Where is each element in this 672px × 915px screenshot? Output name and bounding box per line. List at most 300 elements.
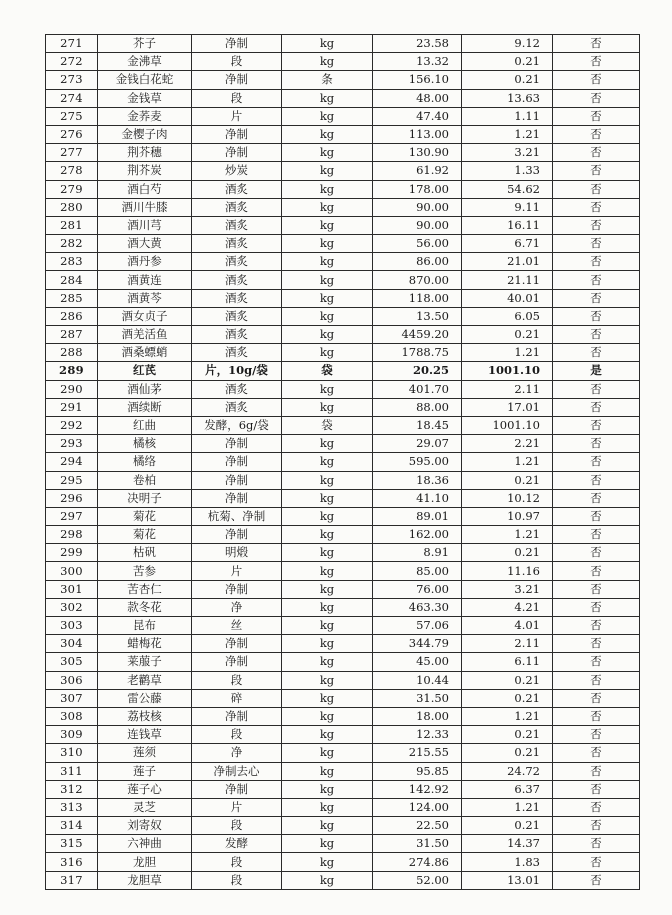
cell-price: 86.00 [373, 253, 462, 271]
cell-price: 31.50 [373, 689, 462, 707]
cell-amount: 2.11 [462, 380, 553, 398]
cell-unit: kg [282, 89, 373, 107]
cell-herb-name: 金荞麦 [98, 107, 192, 125]
cell-price: 45.00 [373, 653, 462, 671]
cell-amount: 3.21 [462, 144, 553, 162]
cell-processing-method: 净制 [192, 580, 282, 598]
cell-processing-method: 净制 [192, 635, 282, 653]
cell-amount: 0.21 [462, 689, 553, 707]
cell-amount: 24.72 [462, 762, 553, 780]
table-row [46, 544, 640, 562]
cell-herb-name: 金钱白花蛇 [98, 71, 192, 89]
cell-flag: 否 [553, 580, 640, 598]
cell-flag: 否 [553, 507, 640, 525]
cell-processing-method: 净 [192, 598, 282, 616]
cell-price: 13.32 [373, 53, 462, 71]
cell-herb-name: 酒续断 [98, 398, 192, 416]
cell-processing-method: 酒炙 [192, 289, 282, 307]
cell-herb-name: 昆布 [98, 617, 192, 635]
cell-flag: 否 [553, 216, 640, 234]
cell-row-number: 279 [46, 180, 98, 198]
cell-row-number: 312 [46, 780, 98, 798]
cell-amount: 6.11 [462, 653, 553, 671]
cell-flag: 否 [553, 144, 640, 162]
cell-processing-method: 净制 [192, 780, 282, 798]
table-row [46, 162, 640, 180]
cell-unit: kg [282, 726, 373, 744]
cell-herb-name: 酒女贞子 [98, 307, 192, 325]
cell-unit: kg [282, 271, 373, 289]
cell-processing-method: 杭菊、净制 [192, 507, 282, 525]
cell-processing-method: 段 [192, 671, 282, 689]
table-row [46, 798, 640, 816]
cell-row-number: 291 [46, 398, 98, 416]
cell-price: 162.00 [373, 526, 462, 544]
cell-amount: 1.21 [462, 798, 553, 816]
table-row [46, 507, 640, 525]
cell-herb-name: 酒黄芩 [98, 289, 192, 307]
cell-flag: 否 [553, 526, 640, 544]
cell-price: 178.00 [373, 180, 462, 198]
cell-processing-method: 净制 [192, 144, 282, 162]
cell-price: 52.00 [373, 871, 462, 889]
cell-flag: 否 [553, 307, 640, 325]
cell-row-number: 271 [46, 35, 98, 53]
cell-price: 31.50 [373, 835, 462, 853]
cell-processing-method: 净制 [192, 653, 282, 671]
cell-herb-name: 雷公藤 [98, 689, 192, 707]
table-row [46, 89, 640, 107]
cell-flag: 否 [553, 380, 640, 398]
cell-processing-method: 酒炙 [192, 398, 282, 416]
cell-row-number: 296 [46, 489, 98, 507]
cell-amount: 2.11 [462, 635, 553, 653]
cell-unit: 条 [282, 71, 373, 89]
cell-herb-name: 卷柏 [98, 471, 192, 489]
cell-price: 18.00 [373, 707, 462, 725]
cell-flag: 否 [553, 453, 640, 471]
cell-row-number: 316 [46, 853, 98, 871]
cell-price: 870.00 [373, 271, 462, 289]
cell-amount: 1.11 [462, 107, 553, 125]
cell-amount: 1.21 [462, 526, 553, 544]
cell-herb-name: 莲子心 [98, 780, 192, 798]
cell-price: 18.45 [373, 416, 462, 434]
cell-unit: kg [282, 253, 373, 271]
cell-processing-method: 明煅 [192, 544, 282, 562]
cell-flag: 是 [553, 362, 640, 380]
table-row [46, 362, 640, 380]
cell-amount: 0.21 [462, 671, 553, 689]
cell-row-number: 307 [46, 689, 98, 707]
cell-flag: 否 [553, 416, 640, 434]
table-row [46, 344, 640, 362]
cell-row-number: 273 [46, 71, 98, 89]
cell-price: 41.10 [373, 489, 462, 507]
cell-price: 344.79 [373, 635, 462, 653]
cell-amount: 3.21 [462, 580, 553, 598]
cell-price: 90.00 [373, 216, 462, 234]
cell-row-number: 303 [46, 617, 98, 635]
cell-flag: 否 [553, 253, 640, 271]
cell-unit: kg [282, 817, 373, 835]
table-row [46, 489, 640, 507]
cell-amount: 21.01 [462, 253, 553, 271]
cell-price: 47.40 [373, 107, 462, 125]
table-row [46, 744, 640, 762]
cell-processing-method: 净制 [192, 526, 282, 544]
cell-price: 61.92 [373, 162, 462, 180]
cell-unit: kg [282, 707, 373, 725]
cell-herb-name: 橘核 [98, 435, 192, 453]
cell-processing-method: 片，10g/袋 [192, 362, 282, 380]
cell-unit: kg [282, 289, 373, 307]
cell-processing-method: 酒炙 [192, 198, 282, 216]
cell-processing-method: 净制 [192, 707, 282, 725]
cell-price: 4459.20 [373, 326, 462, 344]
table-row [46, 598, 640, 616]
table-row [46, 871, 640, 889]
cell-price: 595.00 [373, 453, 462, 471]
cell-amount: 0.21 [462, 744, 553, 762]
cell-processing-method: 净制 [192, 489, 282, 507]
cell-flag: 否 [553, 653, 640, 671]
cell-herb-name: 金沸草 [98, 53, 192, 71]
cell-flag: 否 [553, 53, 640, 71]
table-row [46, 271, 640, 289]
cell-price: 156.10 [373, 71, 462, 89]
cell-herb-name: 酒羌活鱼 [98, 326, 192, 344]
cell-row-number: 301 [46, 580, 98, 598]
cell-herb-name: 红曲 [98, 416, 192, 434]
cell-processing-method: 净 [192, 744, 282, 762]
cell-flag: 否 [553, 198, 640, 216]
cell-amount: 0.21 [462, 71, 553, 89]
cell-processing-method: 净制去心 [192, 762, 282, 780]
cell-amount: 0.21 [462, 544, 553, 562]
cell-processing-method: 酒炙 [192, 380, 282, 398]
table-row [46, 235, 640, 253]
cell-row-number: 308 [46, 707, 98, 725]
cell-price: 20.25 [373, 362, 462, 380]
table-row [46, 580, 640, 598]
cell-unit: kg [282, 307, 373, 325]
table-row [46, 398, 640, 416]
cell-processing-method: 酒炙 [192, 253, 282, 271]
cell-unit: kg [282, 853, 373, 871]
cell-price: 130.90 [373, 144, 462, 162]
table-row [46, 471, 640, 489]
cell-flag: 否 [553, 671, 640, 689]
cell-unit: kg [282, 653, 373, 671]
cell-processing-method: 酒炙 [192, 344, 282, 362]
cell-price: 22.50 [373, 817, 462, 835]
table-row [46, 326, 640, 344]
cell-price: 401.70 [373, 380, 462, 398]
cell-unit: kg [282, 635, 373, 653]
cell-price: 8.91 [373, 544, 462, 562]
cell-flag: 否 [553, 471, 640, 489]
cell-herb-name: 菊花 [98, 526, 192, 544]
cell-flag: 否 [553, 544, 640, 562]
table-row [46, 780, 640, 798]
cell-flag: 否 [553, 871, 640, 889]
cell-herb-name: 莲子 [98, 762, 192, 780]
cell-amount: 21.11 [462, 271, 553, 289]
cell-unit: kg [282, 489, 373, 507]
cell-price: 48.00 [373, 89, 462, 107]
table-row [46, 671, 640, 689]
cell-row-number: 314 [46, 817, 98, 835]
table-row [46, 435, 640, 453]
table-row [46, 289, 640, 307]
cell-flag: 否 [553, 107, 640, 125]
cell-herb-name: 酒川芎 [98, 216, 192, 234]
cell-herb-name: 连钱草 [98, 726, 192, 744]
cell-amount: 0.21 [462, 817, 553, 835]
cell-processing-method: 段 [192, 853, 282, 871]
table-row [46, 635, 640, 653]
cell-flag: 否 [553, 635, 640, 653]
cell-unit: kg [282, 144, 373, 162]
cell-price: 76.00 [373, 580, 462, 598]
cell-flag: 否 [553, 598, 640, 616]
cell-amount: 1.33 [462, 162, 553, 180]
cell-price: 89.01 [373, 507, 462, 525]
document-page [45, 34, 639, 890]
table-row [46, 689, 640, 707]
cell-price: 118.00 [373, 289, 462, 307]
cell-price: 10.44 [373, 671, 462, 689]
cell-flag: 否 [553, 780, 640, 798]
cell-flag: 否 [553, 435, 640, 453]
cell-unit: kg [282, 180, 373, 198]
cell-row-number: 287 [46, 326, 98, 344]
cell-herb-name: 老鹳草 [98, 671, 192, 689]
cell-herb-name: 菊花 [98, 507, 192, 525]
cell-unit: kg [282, 598, 373, 616]
cell-row-number: 280 [46, 198, 98, 216]
cell-price: 215.55 [373, 744, 462, 762]
cell-flag: 否 [553, 35, 640, 53]
cell-price: 18.36 [373, 471, 462, 489]
cell-amount: 14.37 [462, 835, 553, 853]
cell-amount: 9.11 [462, 198, 553, 216]
cell-unit: 袋 [282, 416, 373, 434]
table-row [46, 526, 640, 544]
cell-unit: kg [282, 53, 373, 71]
cell-row-number: 281 [46, 216, 98, 234]
cell-row-number: 300 [46, 562, 98, 580]
cell-unit: kg [282, 744, 373, 762]
cell-herb-name: 酒黄连 [98, 271, 192, 289]
cell-amount: 4.21 [462, 598, 553, 616]
table-row [46, 853, 640, 871]
cell-processing-method: 碎 [192, 689, 282, 707]
cell-row-number: 275 [46, 107, 98, 125]
cell-flag: 否 [553, 726, 640, 744]
cell-processing-method: 酒炙 [192, 180, 282, 198]
cell-unit: kg [282, 617, 373, 635]
cell-unit: kg [282, 435, 373, 453]
cell-amount: 13.01 [462, 871, 553, 889]
cell-row-number: 305 [46, 653, 98, 671]
cell-amount: 13.63 [462, 89, 553, 107]
cell-unit: 袋 [282, 362, 373, 380]
cell-processing-method: 段 [192, 817, 282, 835]
cell-amount: 9.12 [462, 35, 553, 53]
cell-row-number: 288 [46, 344, 98, 362]
cell-flag: 否 [553, 180, 640, 198]
cell-amount: 1.21 [462, 125, 553, 143]
cell-row-number: 278 [46, 162, 98, 180]
cell-herb-name: 芥子 [98, 35, 192, 53]
table-row [46, 416, 640, 434]
cell-herb-name: 龙胆草 [98, 871, 192, 889]
cell-price: 90.00 [373, 198, 462, 216]
cell-price: 463.30 [373, 598, 462, 616]
cell-processing-method: 酒炙 [192, 235, 282, 253]
cell-price: 1788.75 [373, 344, 462, 362]
cell-unit: kg [282, 526, 373, 544]
table-row [46, 144, 640, 162]
cell-processing-method: 净制 [192, 453, 282, 471]
cell-herb-name: 款冬花 [98, 598, 192, 616]
cell-flag: 否 [553, 817, 640, 835]
table-row [46, 53, 640, 71]
table-row [46, 562, 640, 580]
cell-amount: 0.21 [462, 726, 553, 744]
cell-price: 113.00 [373, 125, 462, 143]
cell-processing-method: 净制 [192, 71, 282, 89]
cell-processing-method: 发酵 [192, 835, 282, 853]
cell-herb-name: 荆芥炭 [98, 162, 192, 180]
cell-herb-name: 灵芝 [98, 798, 192, 816]
table-row [46, 307, 640, 325]
cell-amount: 1.21 [462, 344, 553, 362]
cell-flag: 否 [553, 271, 640, 289]
cell-unit: kg [282, 835, 373, 853]
cell-row-number: 313 [46, 798, 98, 816]
cell-herb-name: 橘络 [98, 453, 192, 471]
cell-herb-name: 酒桑螵蛸 [98, 344, 192, 362]
cell-row-number: 283 [46, 253, 98, 271]
cell-unit: kg [282, 671, 373, 689]
cell-row-number: 272 [46, 53, 98, 71]
cell-row-number: 295 [46, 471, 98, 489]
cell-flag: 否 [553, 125, 640, 143]
table-row [46, 253, 640, 271]
cell-unit: kg [282, 580, 373, 598]
cell-flag: 否 [553, 617, 640, 635]
table-row [46, 817, 640, 835]
cell-unit: kg [282, 344, 373, 362]
table-row [46, 653, 640, 671]
table-row [46, 453, 640, 471]
cell-flag: 否 [553, 689, 640, 707]
cell-processing-method: 丝 [192, 617, 282, 635]
cell-row-number: 274 [46, 89, 98, 107]
cell-row-number: 306 [46, 671, 98, 689]
cell-processing-method: 段 [192, 871, 282, 889]
cell-unit: kg [282, 507, 373, 525]
cell-amount: 54.62 [462, 180, 553, 198]
cell-herb-name: 龙胆 [98, 853, 192, 871]
cell-herb-name: 蜡梅花 [98, 635, 192, 653]
cell-processing-method: 段 [192, 89, 282, 107]
cell-amount: 0.21 [462, 326, 553, 344]
cell-processing-method: 炒炭 [192, 162, 282, 180]
cell-unit: kg [282, 198, 373, 216]
cell-flag: 否 [553, 562, 640, 580]
cell-herb-name: 酒仙茅 [98, 380, 192, 398]
cell-row-number: 293 [46, 435, 98, 453]
cell-price: 56.00 [373, 235, 462, 253]
cell-amount: 1.21 [462, 453, 553, 471]
cell-herb-name: 红芪 [98, 362, 192, 380]
table-row [46, 71, 640, 89]
cell-flag: 否 [553, 762, 640, 780]
cell-unit: kg [282, 689, 373, 707]
cell-processing-method: 发酵，6g/袋 [192, 416, 282, 434]
cell-flag: 否 [553, 835, 640, 853]
cell-price: 85.00 [373, 562, 462, 580]
table-row [46, 107, 640, 125]
cell-row-number: 282 [46, 235, 98, 253]
cell-price: 274.86 [373, 853, 462, 871]
cell-price: 142.92 [373, 780, 462, 798]
cell-processing-method: 酒炙 [192, 307, 282, 325]
cell-row-number: 286 [46, 307, 98, 325]
cell-herb-name: 酒大黄 [98, 235, 192, 253]
cell-herb-name: 莱菔子 [98, 653, 192, 671]
cell-herb-name: 金樱子肉 [98, 125, 192, 143]
cell-flag: 否 [553, 326, 640, 344]
cell-herb-name: 荆芥穗 [98, 144, 192, 162]
cell-row-number: 292 [46, 416, 98, 434]
table-row [46, 198, 640, 216]
cell-amount: 1.21 [462, 707, 553, 725]
cell-flag: 否 [553, 707, 640, 725]
cell-unit: kg [282, 398, 373, 416]
cell-amount: 1001.10 [462, 416, 553, 434]
cell-row-number: 289 [46, 362, 98, 380]
cell-amount: 6.37 [462, 780, 553, 798]
cell-amount: 11.16 [462, 562, 553, 580]
table-row [46, 380, 640, 398]
cell-unit: kg [282, 380, 373, 398]
table-body [46, 35, 640, 890]
cell-unit: kg [282, 235, 373, 253]
cell-price: 57.06 [373, 617, 462, 635]
table-row [46, 617, 640, 635]
table-row [46, 707, 640, 725]
cell-herb-name: 六神曲 [98, 835, 192, 853]
cell-processing-method: 净制 [192, 435, 282, 453]
cell-unit: kg [282, 471, 373, 489]
herb-price-table [45, 34, 640, 890]
cell-amount: 6.71 [462, 235, 553, 253]
cell-flag: 否 [553, 798, 640, 816]
cell-flag: 否 [553, 853, 640, 871]
cell-row-number: 276 [46, 125, 98, 143]
cell-processing-method: 酒炙 [192, 271, 282, 289]
table-row [46, 762, 640, 780]
cell-flag: 否 [553, 344, 640, 362]
cell-flag: 否 [553, 71, 640, 89]
cell-processing-method: 段 [192, 726, 282, 744]
cell-flag: 否 [553, 398, 640, 416]
